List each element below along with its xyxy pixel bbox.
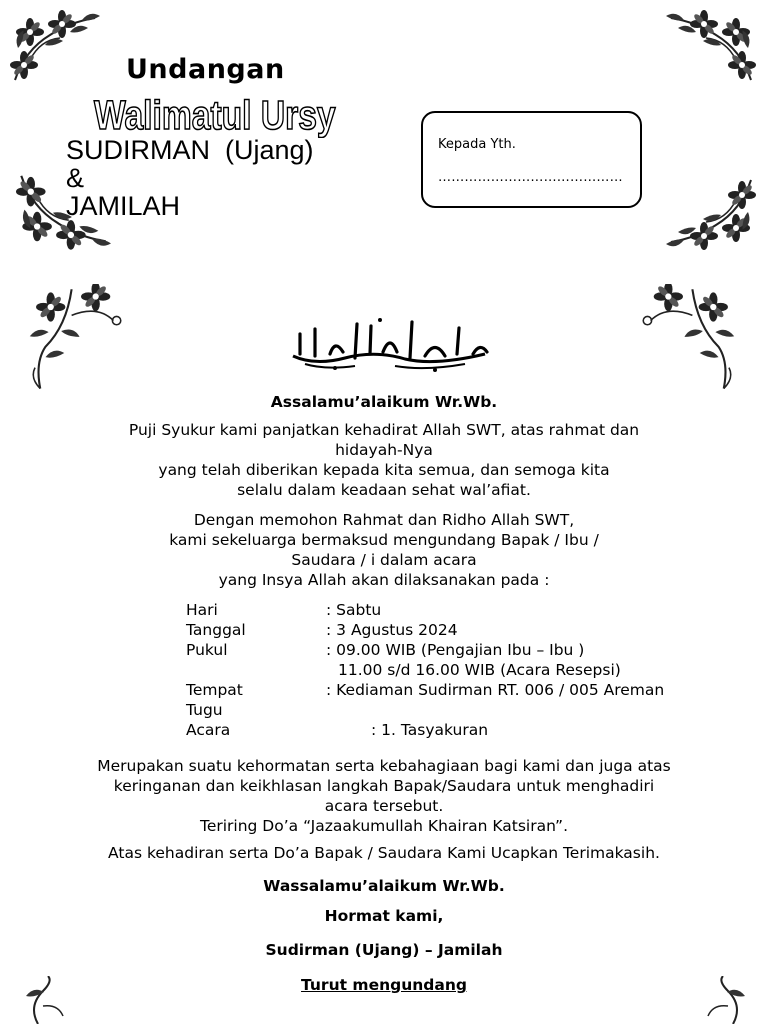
intro-line: Puji Syukur kami panjatkan kehadirat Allah SWT, atas rahmat dan — [128, 421, 640, 439]
invite-line: kami sekeluarga bermaksud mengundang Bapak / Ibu / — [169, 531, 599, 549]
basmalah-calligraphy — [285, 314, 495, 376]
farewell: Wassalamu’alaikum Wr.Wb. — [263, 877, 505, 895]
signature: Sudirman (Ujang) – Jamilah — [265, 941, 503, 959]
ornament-mid-right — [666, 170, 756, 250]
ornament-top-left — [10, 10, 100, 90]
ornament-top-right — [666, 10, 756, 90]
thanks-line: Atas kehadiran serta Do’a Bapak / Saudara Kami Ucapkan Terimakasih. — [108, 844, 660, 862]
intro-line: yang telah diberikan kepada kita semua, dan semoga kita — [158, 461, 610, 479]
invite-paragraph — [0, 510, 768, 590]
closing-paragraph — [0, 756, 768, 836]
ampersand: & — [66, 163, 85, 193]
invite-line: yang Insya Allah akan dilaksanakan pada : — [218, 571, 550, 589]
greeting: Assalamu’alaikum Wr.Wb. — [270, 393, 498, 411]
groom-name: SUDIRMAN (Ujang) — [66, 135, 314, 165]
intro-paragraph — [0, 420, 768, 500]
closing-line: Merupakan suatu kehormatan serta kebahagiaan bagi kami dan juga atas — [97, 757, 671, 775]
detail-value: 11.00 s/d 16.00 WIB (Acara Resepsi) — [338, 661, 621, 679]
regards: Hormat kami, — [324, 907, 444, 925]
invite-line: Saudara / i dalam acara — [291, 551, 477, 569]
recipient-label: Kepada Yth. — [438, 137, 516, 152]
detail-value: : Kediaman Sudirman RT. 006 / 005 Areman — [326, 681, 665, 699]
invite-line: Dengan memohon Rahmat dan Ridho Allah SWT, — [193, 511, 575, 529]
closing-line: keringanan dan keikhlasan langkah Bapak/Saudara untuk menghadiri — [113, 777, 655, 795]
turut-wrapper — [0, 975, 768, 995]
detail-label: Pukul — [186, 641, 228, 659]
detail-value: : 3 Agustus 2024 — [326, 621, 458, 639]
detail-label: Acara — [186, 721, 231, 739]
recipient-box — [421, 111, 642, 208]
intro-line: selalu dalam keadaan sehat wal’afiat. — [237, 481, 531, 499]
detail-value: : 1. Tasyakuran — [371, 721, 489, 739]
detail-label: Hari — [186, 601, 218, 619]
closing-line: acara tersebut. — [324, 797, 444, 815]
closing-line: Teriring Do’a “Jazaakumullah Khairan Katsiran”. — [199, 817, 569, 835]
recipient-dots: …………………………………… — [438, 170, 623, 185]
intro-line: hidayah-Nya — [335, 441, 433, 459]
couple-names — [66, 136, 314, 220]
bride-name: JAMILAH — [66, 191, 181, 221]
detail-value: Tugu — [186, 701, 223, 719]
detail-value: : Sabtu — [326, 601, 382, 619]
event-title: Walimatul Ursy — [94, 92, 336, 138]
detail-label: Tanggal — [186, 621, 246, 639]
ornament-left-side — [14, 284, 124, 399]
detail-value: : 09.00 WIB (Pengajian Ibu – Ibu ) — [326, 641, 585, 659]
invitation-title: Undangan — [126, 54, 285, 85]
ornament-right-side — [640, 284, 750, 399]
turut-mengundang: Turut mengundang — [301, 976, 467, 994]
detail-label: Tempat — [186, 681, 243, 699]
